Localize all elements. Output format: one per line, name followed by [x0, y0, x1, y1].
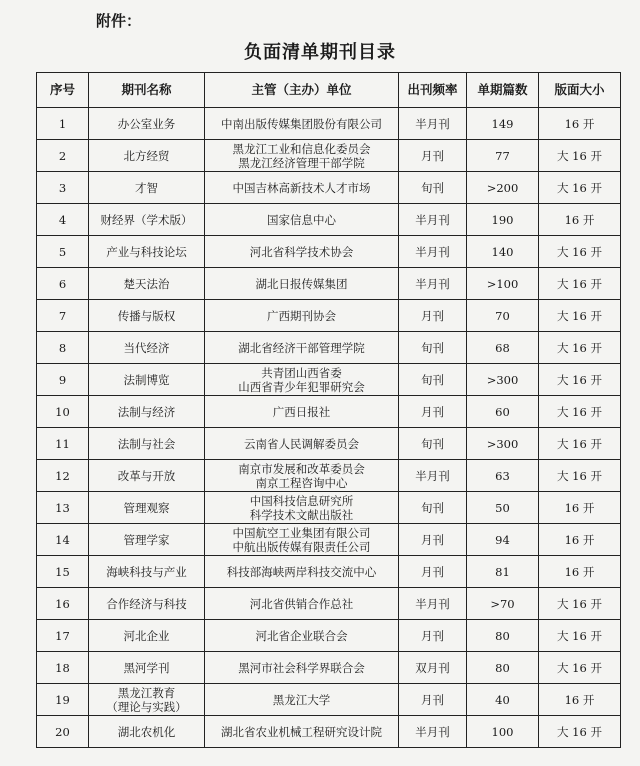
organization-line: 黑龙江工业和信息化委员会 [232, 141, 371, 156]
cell-organization [205, 620, 399, 652]
cell-organization [205, 652, 399, 684]
journal-name-line: 黑龙江教育 [117, 685, 176, 700]
cell-journal-name [89, 652, 205, 684]
cell-organization [205, 460, 399, 492]
journal-name-line: 湖北农机化 [117, 724, 176, 739]
cell-organization [205, 300, 399, 332]
cell-organization [205, 236, 399, 268]
cell-count: 60 [467, 396, 539, 428]
table-row [37, 460, 621, 492]
cell-frequency: 旬刊 [399, 492, 467, 524]
cell-frequency: 月刊 [399, 620, 467, 652]
cell-no: 9 [37, 364, 89, 396]
cell-no: 18 [37, 652, 89, 684]
organization-line: 科学技术文献出版社 [249, 507, 354, 522]
organization-line: 山西省青少年犯罪研究会 [238, 379, 365, 394]
col-header-org: 主管（主办）单位 [205, 73, 399, 108]
journal-name-line: 管理学家 [123, 532, 170, 547]
table-row [37, 588, 621, 620]
table-row [37, 172, 621, 204]
journal-name-line: 海峡科技与产业 [106, 564, 187, 579]
cell-count: 77 [467, 140, 539, 172]
organization-line: 黑龙江经济管理干部学院 [238, 155, 365, 170]
cell-size: 大 16 开 [539, 172, 621, 204]
cell-count: 81 [467, 556, 539, 588]
table-row [37, 492, 621, 524]
cell-frequency: 半月刊 [399, 716, 467, 748]
table-row [37, 396, 621, 428]
organization-line: 国家信息中心 [267, 212, 336, 227]
col-header-frequency: 出刊频率 [399, 73, 467, 108]
cell-journal-name [89, 108, 205, 140]
journal-name-line: 法制与经济 [117, 404, 176, 419]
cell-size: 大 16 开 [539, 716, 621, 748]
journal-name-line: （理论与实践） [106, 699, 187, 714]
table-row [37, 684, 621, 716]
cell-frequency: 半月刊 [399, 236, 467, 268]
cell-organization [205, 108, 399, 140]
table-row [37, 716, 621, 748]
cell-frequency: 月刊 [399, 140, 467, 172]
organization-line: 广西期刊协会 [267, 308, 336, 323]
cell-count: 149 [467, 108, 539, 140]
cell-journal-name [89, 268, 205, 300]
cell-frequency: 双月刊 [399, 652, 467, 684]
col-header-no: 序号 [37, 73, 89, 108]
organization-line: 河北省企业联合会 [255, 628, 348, 643]
cell-frequency: 半月刊 [399, 268, 467, 300]
cell-size: 大 16 开 [539, 140, 621, 172]
cell-journal-name [89, 204, 205, 236]
cell-organization [205, 364, 399, 396]
table-row [37, 108, 621, 140]
table-row [37, 204, 621, 236]
journal-name-line: 法制博览 [123, 372, 170, 387]
cell-frequency: 月刊 [399, 524, 467, 556]
organization-line: 广西日报社 [272, 404, 331, 419]
cell-no: 19 [37, 684, 89, 716]
organization-line: 中国航空工业集团有限公司 [232, 525, 371, 540]
cell-size: 大 16 开 [539, 364, 621, 396]
organization-line: 河北省科学技术协会 [249, 244, 354, 259]
cell-no: 11 [37, 428, 89, 460]
table-row [37, 652, 621, 684]
table-row [37, 332, 621, 364]
journal-name-line: 河北企业 [123, 628, 170, 643]
organization-line: 湖北省农业机械工程研究设计院 [221, 724, 382, 739]
table-row [37, 300, 621, 332]
cell-count: >300 [467, 364, 539, 396]
cell-journal-name [89, 236, 205, 268]
table-row [37, 556, 621, 588]
cell-no: 12 [37, 460, 89, 492]
organization-line: 中国吉林高新技术人才市场 [232, 180, 371, 195]
cell-size: 大 16 开 [539, 396, 621, 428]
cell-count: 50 [467, 492, 539, 524]
cell-journal-name [89, 684, 205, 716]
cell-size: 16 开 [539, 492, 621, 524]
attachment-label: 附件： [96, 12, 142, 30]
cell-count: 40 [467, 684, 539, 716]
table-row [37, 140, 621, 172]
organization-line: 南京工程咨询中心 [255, 475, 348, 490]
organization-line: 科技部海峡两岸科技交流中心 [226, 564, 377, 579]
cell-organization [205, 492, 399, 524]
cell-count: 94 [467, 524, 539, 556]
cell-size: 16 开 [539, 524, 621, 556]
organization-line: 黑龙江大学 [272, 692, 331, 707]
journal-name-line: 传播与版权 [117, 308, 176, 323]
journal-name-line: 办公室业务 [117, 116, 176, 131]
cell-organization [205, 524, 399, 556]
journal-name-line: 才智 [135, 180, 158, 195]
cell-journal-name [89, 172, 205, 204]
table-row [37, 364, 621, 396]
cell-journal-name [89, 716, 205, 748]
journal-name-line: 改革与开放 [117, 468, 176, 483]
cell-journal-name [89, 620, 205, 652]
cell-size: 大 16 开 [539, 652, 621, 684]
cell-count: 190 [467, 204, 539, 236]
col-header-name: 期刊名称 [89, 73, 205, 108]
cell-journal-name [89, 524, 205, 556]
cell-no: 3 [37, 172, 89, 204]
organization-line: 中航出版传媒有限责任公司 [232, 539, 371, 554]
cell-journal-name [89, 428, 205, 460]
organization-line: 南京市发展和改革委员会 [238, 461, 365, 476]
cell-organization [205, 396, 399, 428]
cell-size: 大 16 开 [539, 268, 621, 300]
cell-no: 14 [37, 524, 89, 556]
cell-organization [205, 204, 399, 236]
cell-journal-name [89, 332, 205, 364]
journal-name-line: 财经界（学术版） [100, 212, 193, 227]
journal-name-line: 黑河学刊 [123, 660, 170, 675]
journal-name-line: 法制与社会 [117, 436, 176, 451]
table-row [37, 524, 621, 556]
organization-line: 湖北省经济干部管理学院 [238, 340, 365, 355]
cell-frequency: 月刊 [399, 300, 467, 332]
cell-count: 70 [467, 300, 539, 332]
table-header-row [37, 73, 621, 108]
cell-frequency: 月刊 [399, 396, 467, 428]
cell-frequency: 月刊 [399, 684, 467, 716]
cell-organization [205, 716, 399, 748]
journal-table [36, 72, 621, 748]
cell-no: 10 [37, 396, 89, 428]
organization-line: 黑河市社会科学界联合会 [238, 660, 365, 675]
cell-size: 大 16 开 [539, 332, 621, 364]
cell-no: 20 [37, 716, 89, 748]
cell-size: 大 16 开 [539, 236, 621, 268]
cell-count: >300 [467, 428, 539, 460]
cell-frequency: 旬刊 [399, 364, 467, 396]
cell-count: >200 [467, 172, 539, 204]
cell-no: 5 [37, 236, 89, 268]
cell-frequency: 旬刊 [399, 332, 467, 364]
cell-journal-name [89, 556, 205, 588]
table-row [37, 268, 621, 300]
cell-journal-name [89, 460, 205, 492]
cell-size: 大 16 开 [539, 428, 621, 460]
cell-organization [205, 268, 399, 300]
cell-count: 100 [467, 716, 539, 748]
organization-line: 云南省人民调解委员会 [244, 436, 359, 451]
cell-no: 7 [37, 300, 89, 332]
cell-frequency: 月刊 [399, 556, 467, 588]
journal-name-line: 管理观察 [123, 500, 170, 515]
journal-name-line: 合作经济与科技 [106, 596, 187, 611]
cell-size: 大 16 开 [539, 588, 621, 620]
cell-count: 68 [467, 332, 539, 364]
journal-name-line: 产业与科技论坛 [106, 244, 187, 259]
cell-size: 16 开 [539, 108, 621, 140]
table-row [37, 428, 621, 460]
cell-frequency: 旬刊 [399, 172, 467, 204]
cell-journal-name [89, 364, 205, 396]
organization-line: 湖北日报传媒集团 [255, 276, 348, 291]
cell-size: 大 16 开 [539, 300, 621, 332]
cell-size: 16 开 [539, 684, 621, 716]
journal-name-line: 当代经济 [123, 340, 170, 355]
cell-journal-name [89, 300, 205, 332]
cell-no: 6 [37, 268, 89, 300]
col-header-count: 单期篇数 [467, 73, 539, 108]
cell-size: 大 16 开 [539, 620, 621, 652]
cell-no: 15 [37, 556, 89, 588]
cell-journal-name [89, 492, 205, 524]
cell-frequency: 半月刊 [399, 108, 467, 140]
cell-size: 16 开 [539, 556, 621, 588]
cell-frequency: 半月刊 [399, 588, 467, 620]
cell-journal-name [89, 396, 205, 428]
cell-count: 80 [467, 652, 539, 684]
cell-organization [205, 332, 399, 364]
page-title: 负面清单期刊目录 [244, 42, 396, 63]
journal-name-line: 北方经贸 [123, 148, 170, 163]
cell-no: 17 [37, 620, 89, 652]
cell-organization [205, 140, 399, 172]
cell-journal-name [89, 588, 205, 620]
cell-count: 80 [467, 620, 539, 652]
cell-size: 大 16 开 [539, 460, 621, 492]
cell-count: 63 [467, 460, 539, 492]
cell-organization [205, 588, 399, 620]
organization-line: 中南出版传媒集团股份有限公司 [221, 116, 382, 131]
organization-line: 河北省供销合作总社 [249, 596, 354, 611]
cell-no: 13 [37, 492, 89, 524]
cell-journal-name [89, 140, 205, 172]
organization-line: 共青团山西省委 [261, 365, 342, 380]
cell-organization [205, 428, 399, 460]
col-header-size: 版面大小 [539, 73, 621, 108]
cell-count: >100 [467, 268, 539, 300]
cell-frequency: 半月刊 [399, 460, 467, 492]
table-row [37, 620, 621, 652]
cell-organization [205, 172, 399, 204]
cell-no: 8 [37, 332, 89, 364]
cell-frequency: 旬刊 [399, 428, 467, 460]
cell-organization [205, 684, 399, 716]
cell-no: 2 [37, 140, 89, 172]
cell-count: >70 [467, 588, 539, 620]
cell-no: 16 [37, 588, 89, 620]
cell-no: 4 [37, 204, 89, 236]
cell-no: 1 [37, 108, 89, 140]
journal-name-line: 楚天法治 [123, 276, 170, 291]
cell-count: 140 [467, 236, 539, 268]
cell-frequency: 半月刊 [399, 204, 467, 236]
cell-size: 16 开 [539, 204, 621, 236]
organization-line: 中国科技信息研究所 [249, 493, 354, 508]
cell-organization [205, 556, 399, 588]
table-row [37, 236, 621, 268]
